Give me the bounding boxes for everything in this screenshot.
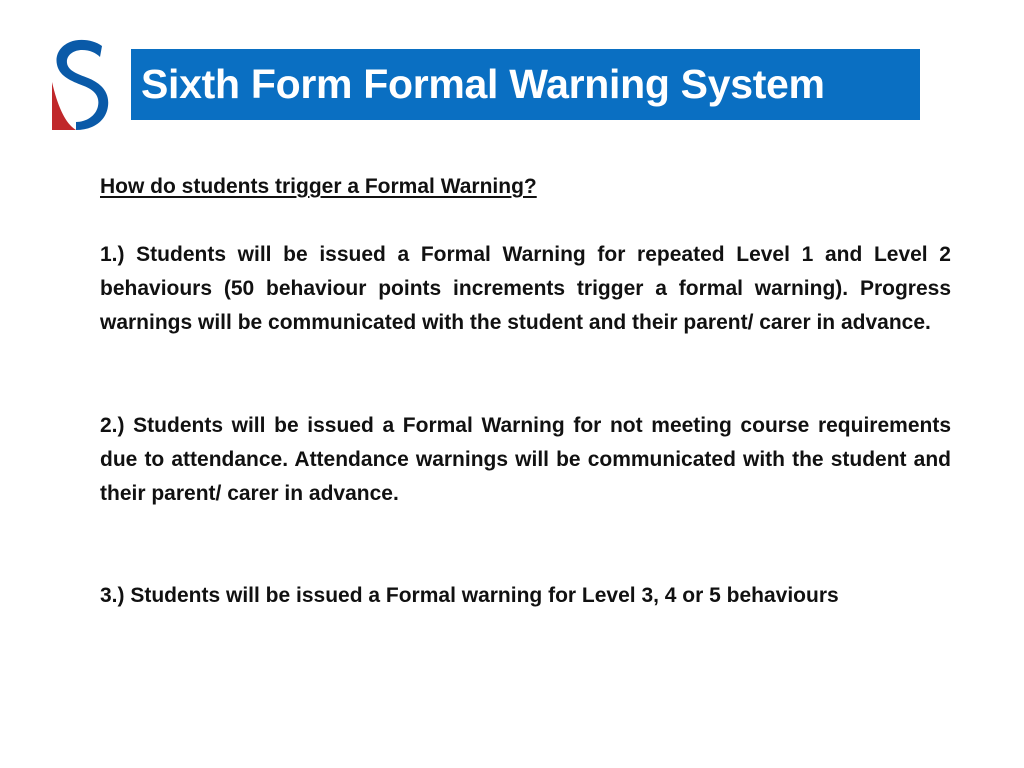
point-1: 1.) Students will be issued a Formal Warning for repeated Level 1 and Level 2 behaviours (50 behaviour points increments trigger a formal warning). Progress warnings will be communicated with the student and their parent/ carer in advance. <box>100 243 951 334</box>
page-title: Sixth Form Formal Warning System <box>141 61 825 107</box>
point-2: 2.) Students will be issued a Formal Warning for not meeting course requirements due to attendance. Attendance warnings will be communicated with the student and their parent/ carer in advance. <box>100 414 951 505</box>
point-3: 3.) Students will be issued a Formal warning for Level 3, 4 or 5 behaviours <box>100 584 839 607</box>
question-heading: How do students trigger a Formal Warning? <box>100 175 537 198</box>
title-bar <box>131 49 920 120</box>
school-s-logo-icon <box>50 38 110 130</box>
slide-content <box>100 170 951 613</box>
